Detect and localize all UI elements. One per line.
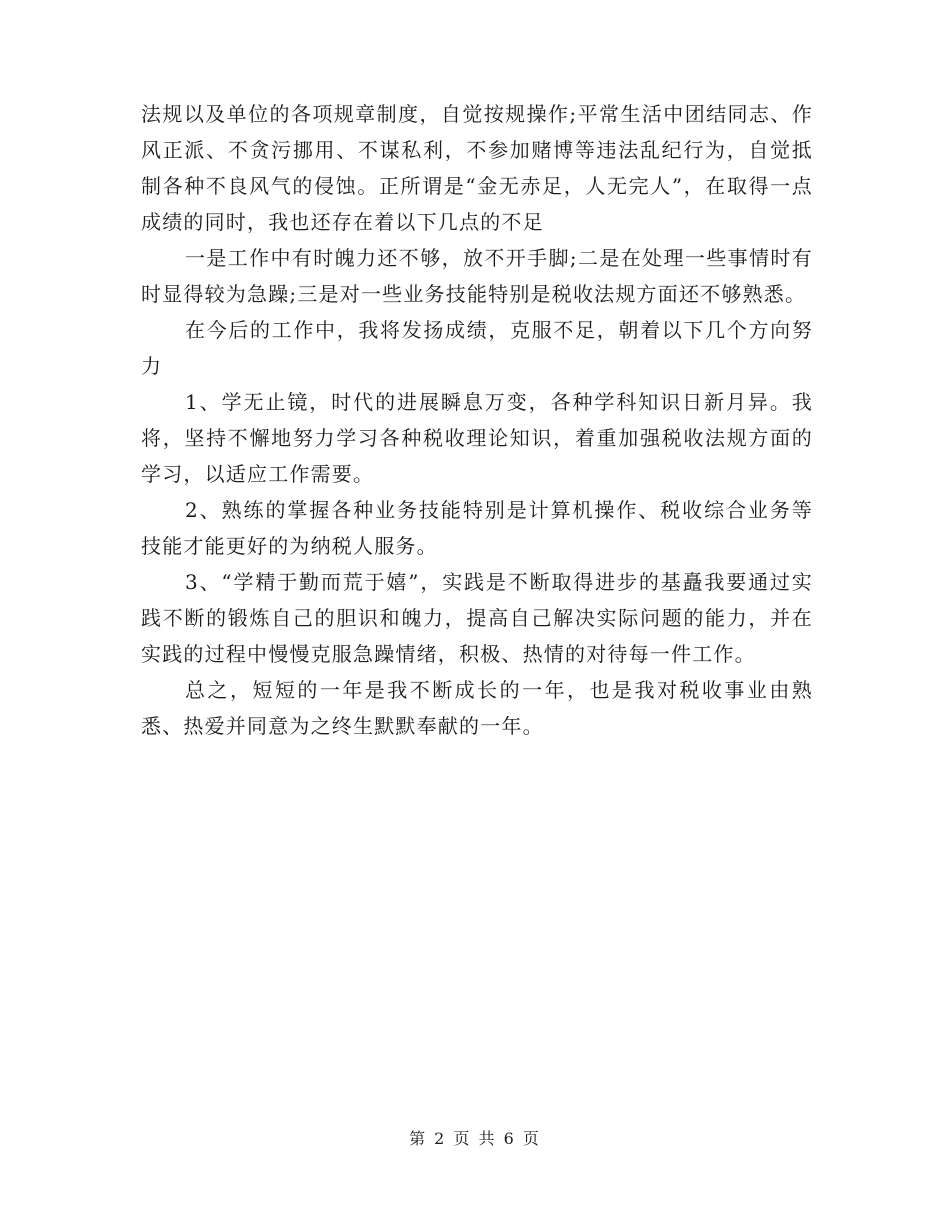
page-number-footer: 第 2 页 共 6 页 [409,1129,541,1148]
paragraph-5: 2、熟练的掌握各种业务技能特别是计算机操作、税收综合业务等技能才能更好的为纳税人服务。 [141,498,813,558]
paragraph-4: 1、学无止镜，时代的进展瞬息万变，各种学科知识日新月异。我将，坚持不懈地努力学习各种税收理论知识，着重加强税收法规方面的学习，以适应工作需要。 [141,390,813,486]
paragraph-6: 3、“学精于勤而荒于嬉”，实践是不断取得进步的基矗我要通过实践不断的锻炼自己的胆识和魄力，提高自己解决实际问题的能力，并在实践的过程中慢慢克服急躁情绪，积极、热情的对待每一件工作。 [141,570,813,666]
paragraph-2: 一是工作中有时魄力还不够，放不开手脚;二是在处理一些事情时有时显得较为急躁;三是对一些业务技能特别是税收法规方面还不够熟悉。 [141,246,813,306]
paragraph-1: 法规以及单位的各项规章制度，自觉按规操作;平常生活中团结同志、作风正派、不贪污挪用、不谋私利，不参加赌博等违法乱纪行为，自觉抵制各种不良风气的侵蚀。正所谓是“金无赤足，人无完人”，在取得一点成绩的同时，我也还存在着以下几点的不足 [141,102,813,234]
paragraph-7: 总之，短短的一年是我不断成长的一年，也是我对税收事业由熟悉、热爱并同意为之终生默默奉献的一年。 [141,678,813,738]
document-body [141,96,813,744]
paragraph-3: 在今后的工作中，我将发扬成绩，克服不足，朝着以下几个方向努力 [141,318,813,378]
